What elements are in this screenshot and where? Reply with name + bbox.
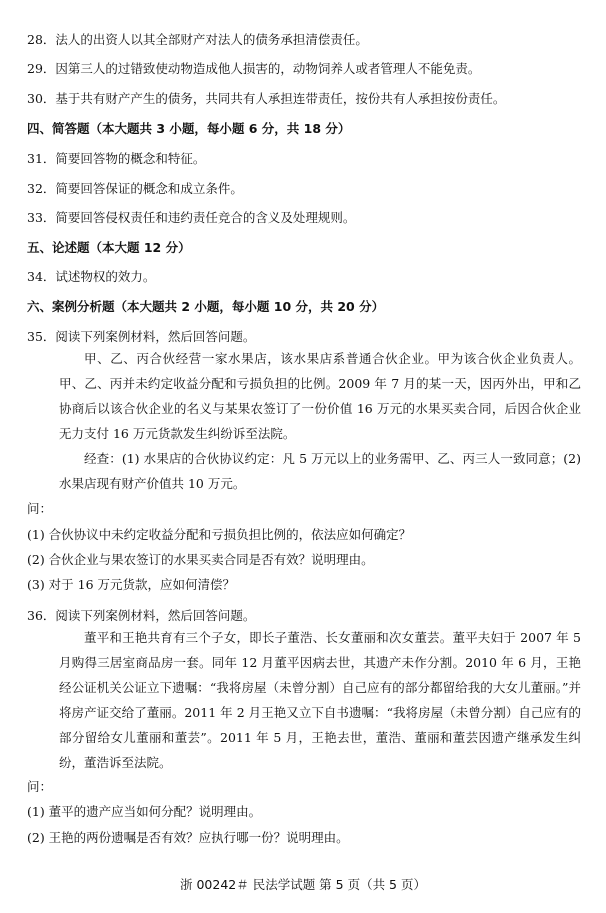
section-heading-essay: 五、论述题（本大题 12 分）: [27, 240, 191, 255]
question-31: 31．简要回答物的概念和特征。: [27, 151, 206, 166]
question-32: 32．简要回答保证的概念和成立条件。: [27, 181, 243, 196]
case-35-question-2: (2) 合伙企业与果农签订的水果买卖合同是否有效？说明理由。: [27, 552, 374, 567]
question-34: 34．试述物权的效力。: [27, 269, 156, 284]
question-36: 36．阅读下列案例材料，然后回答问题。: [27, 608, 256, 623]
case-35-question-1: (1) 合伙协议中未约定收益分配和亏损负担比例的，依法应如何确定？: [27, 527, 412, 542]
question-33: 33．简要回答侵权责任和违约责任竞合的含义及处理规则。: [27, 210, 356, 225]
case-36-material: 董平和王艳共育有三个子女，即长子董浩、长女董丽和次女董芸。董平夫妇于 2007 年 5 月购得三居室商品房一套。同年 12 月董平因病去世，其遗产未作分割。2010 年 6 月，王艳经公证机关公证立下遗嘱：“我将房屋（未曾分割）自己应有的部分都留给我的大女儿董丽。”并将房产证交给了董丽。2011 年 2 月王艳又立下自书遗嘱：“我将房屋（未曾分割）自己应有的部分留给女儿董丽和董芸”。2011 年 5 月，王艳去世，董浩、董丽和董芸因遗产继承发生纠纷，董浩诉至法院。: [59, 630, 581, 770]
section-heading-case-analysis: 六、案例分析题（本大题共 2 小题，每小题 10 分，共 20 分）: [27, 299, 385, 314]
section-heading-short-answer: 四、简答题（本大题共 3 小题，每小题 6 分，共 18 分）: [27, 121, 351, 136]
question-35: 35．阅读下列案例材料，然后回答问题。: [27, 329, 256, 344]
case-36-ask-label: 问：: [27, 779, 53, 794]
question-29: 29．因第三人的过错致使动物造成他人损害的，动物饲养人或者管理人不能免责。: [27, 61, 481, 76]
case-35-material: 甲、乙、丙合伙经营一家水果店，该水果店系普通合伙企业。甲为该合伙企业负责人。甲、乙、丙并未约定收益分配和亏损负担的比例。2009 年 7 月的某一天，因丙外出，甲和乙协商后以该合伙企业的名义与某果农签订了一份价值 16 万元的水果买卖合同，后因合伙企业无力支付 16 万元货款发生纠纷诉至法院。: [59, 351, 581, 441]
page-footer: 浙 00242＃ 民法学试题 第 5 页（共 5 页）: [180, 877, 426, 892]
question-30: 30．基于共有财产产生的债务，共同共有人承担连带责任，按份共有人承担按份责任。: [27, 91, 506, 106]
case-35-ask-label: 问：: [27, 501, 53, 516]
case-36-question-1: (1) 董平的遗产应当如何分配？说明理由。: [27, 804, 262, 819]
case-36-question-2: (2) 王艳的两份遗嘱是否有效？应执行哪一份？说明理由。: [27, 830, 349, 845]
case-35-question-3: (3) 对于 16 万元货款，应如何清偿？: [27, 577, 236, 592]
case-35-facts: 经查：(1) 水果店的合伙协议约定：凡 5 万元以上的业务需甲、乙、丙三人一致同意；(2) 水果店现有财产价值共 10 万元。: [59, 451, 581, 491]
question-28: 28．法人的出资人以其全部财产对法人的债务承担清偿责任。: [27, 32, 368, 47]
